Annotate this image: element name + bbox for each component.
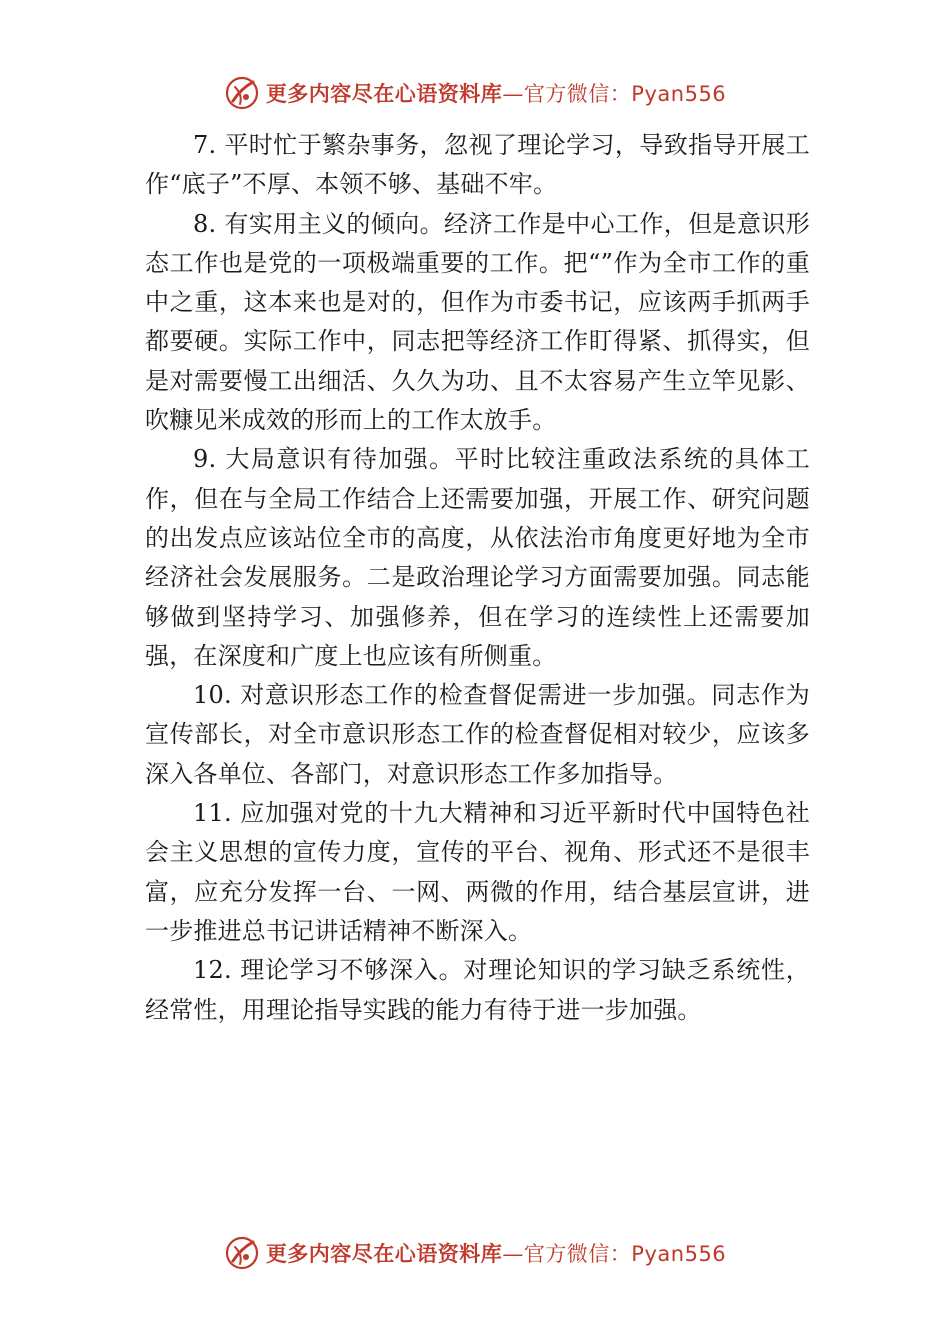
banner-text — [266, 1238, 726, 1268]
banner-separator: — — [502, 82, 524, 106]
paragraph-item-7: 7. 平时忙于繁杂事务，忽视了理论学习，导致指导开展工作“底子”不厚、本领不够、基础不牢。 — [145, 131, 810, 199]
banner-text — [266, 78, 726, 108]
banner-separator: — — [502, 1242, 524, 1266]
document-body — [145, 126, 810, 1030]
brush-seal-icon — [224, 1235, 260, 1271]
banner-wechat-text: 官方微信：Pyan556 — [523, 82, 727, 106]
paragraph-item-12: 12. 理论学习不够深入。对理论知识的学习缺乏系统性，经常性，用理论指导实践的能力有待于进一步加强。 — [145, 956, 810, 1024]
paragraph-item-11: 11. 应加强对党的十九大精神和习近平新时代中国特色社会主义思想的宣传力度，宣传的平台、视角、形式还不是很丰富，应充分发挥一台、一网、两微的作用，结合基层宣讲，进一步推进总书记讲话精神不断深入。 — [145, 799, 810, 945]
watermark-banner — [224, 75, 726, 111]
paragraph-item-9: 9. 大局意识有待加强。平时比较注重政法系统的具体工作，但在与全局工作结合上还需要加强，开展工作、研究问题的出发点应该站位全市的高度，从依法治市角度更好地为全市经济社会发展服务。二是政治理论学习方面需要加强。同志能够做到坚持学习、加强修养，但在学习的连续性上还需要加强，在深度和广度上也应该有所侧重。 — [145, 445, 810, 670]
watermark-banner — [224, 1235, 726, 1271]
banner-wechat-text: 官方微信：Pyan556 — [523, 1242, 727, 1266]
banner-main-text: 更多内容尽在心语资料库 — [265, 82, 503, 106]
paragraph-item-8: 8. 有实用主义的倾向。经济工作是中心工作，但是意识形态工作也是党的一项极端重要的工作。把“”作为全市工作的重中之重，这本来也是对的，但作为市委书记，应该两手抓两手都要硬。实际工作中，同志把等经济工作盯得紧、抓得实，但是对需要慢工出细活、久久为功、且不太容易产生立竿见影、吹糠见米成效的形而上的工作太放手。 — [145, 209, 810, 435]
brush-seal-icon — [224, 75, 260, 111]
banner-main-text: 更多内容尽在心语资料库 — [265, 1242, 503, 1266]
paragraph-item-10: 10. 对意识形态工作的检查督促需进一步加强。同志作为宣传部长，对全市意识形态工作的检查督促相对较少，应该多深入各单位、各部门，对意识形态工作多加指导。 — [145, 681, 810, 788]
page-header-banner — [0, 68, 950, 118]
page-footer-banner — [0, 1228, 950, 1278]
